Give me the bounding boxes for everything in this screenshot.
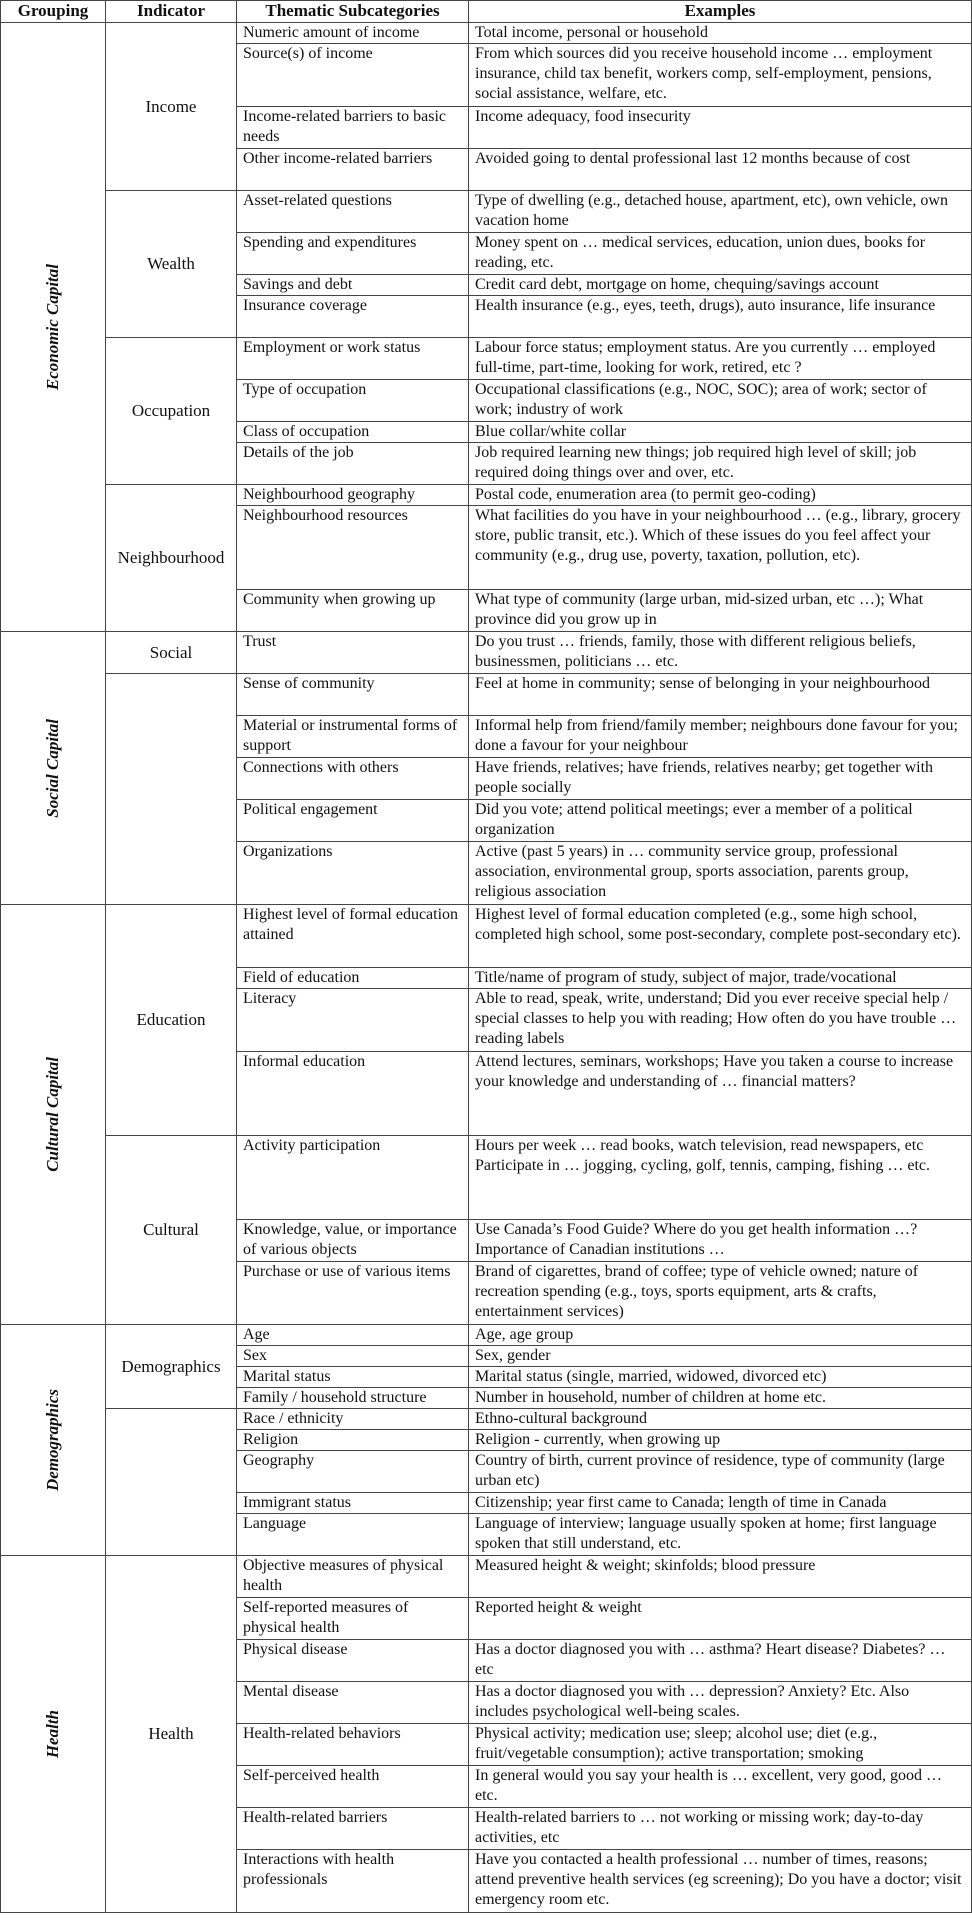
group-demographics: [1, 1325, 106, 1556]
subcategory: Organizations: [237, 842, 469, 905]
subcategory: Self-reported measures of physical health: [237, 1598, 469, 1640]
subcategory: Type of occupation: [237, 380, 469, 422]
table-row: [1, 338, 972, 380]
example: Ethno-cultural background: [469, 1409, 972, 1430]
table-row: [1, 191, 972, 233]
group-label: Demographics: [43, 1389, 62, 1491]
example: Attend lectures, seminars, workshops; Have you taken a course to increase your knowledge and understanding of … financial matters?: [469, 1052, 972, 1136]
example: Language of interview; language usually spoken at home; first language spoken that still understand, etc.: [469, 1514, 972, 1556]
subcategory: Interactions with health professionals: [237, 1850, 469, 1913]
indicator-social-blank: [106, 674, 237, 905]
group-label: Cultural Capital: [43, 1057, 62, 1172]
table-row: [1, 1556, 972, 1598]
indicator-demographics-blank: [106, 1409, 237, 1556]
subcategory: Race / ethnicity: [237, 1409, 469, 1430]
group-label: Health: [43, 1709, 62, 1759]
subcategory: Neighbourhood resources: [237, 506, 469, 590]
example: Title/name of program of study, subject of major, trade/vocational: [469, 968, 972, 989]
subcategory: Source(s) of income: [237, 44, 469, 107]
example: Able to read, speak, write, understand; Did you ever receive special help / special classes to help you with reading; How often do you have trouble … reading labels: [469, 989, 972, 1052]
example: Have friends, relatives; have friends, relatives nearby; get together with people socially: [469, 758, 972, 800]
example: Has a doctor diagnosed you with … depression? Anxiety? Etc. Also includes psychological well-being scales.: [469, 1682, 972, 1724]
example: Did you vote; attend political meetings; ever a member of a political organization: [469, 800, 972, 842]
subcategory: Informal education: [237, 1052, 469, 1136]
indicator-occupation: Occupation: [106, 338, 237, 485]
example: Health-related barriers to … not working or missing work; day-to-day activities, etc: [469, 1808, 972, 1850]
subcategory: Income-related barriers to basic needs: [237, 107, 469, 149]
subcategory: Connections with others: [237, 758, 469, 800]
group-social-capital: [1, 632, 106, 905]
example: Blue collar/white collar: [469, 422, 972, 443]
subcategory: Geography: [237, 1451, 469, 1493]
example: Reported height & weight: [469, 1598, 972, 1640]
indicator-income: Income: [106, 23, 237, 191]
example: Country of birth, current province of residence, type of community (large urban etc): [469, 1451, 972, 1493]
example: Feel at home in community; sense of belonging in your neighbourhood: [469, 674, 972, 716]
example: Income adequacy, food insecurity: [469, 107, 972, 149]
subcategory: Literacy: [237, 989, 469, 1052]
example: Age, age group: [469, 1325, 972, 1346]
subcategory: Objective measures of physical health: [237, 1556, 469, 1598]
subcategory: Material or instrumental forms of support: [237, 716, 469, 758]
subcategory: Class of occupation: [237, 422, 469, 443]
example: Measured height & weight; skinfolds; blood pressure: [469, 1556, 972, 1598]
example: Has a doctor diagnosed you with … asthma? Heart disease? Diabetes? … etc: [469, 1640, 972, 1682]
indicator-demographics: Demographics: [106, 1325, 237, 1409]
example: In general would you say your health is … excellent, very good, good … etc.: [469, 1766, 972, 1808]
header-row: [1, 1, 972, 23]
header-subcategories: Thematic Subcategories: [237, 1, 469, 23]
example: Type of dwelling (e.g., detached house, apartment, etc), own vehicle, own vacation home: [469, 191, 972, 233]
subcategory: Health-related behaviors: [237, 1724, 469, 1766]
subcategory: Immigrant status: [237, 1493, 469, 1514]
group-cultural-capital: [1, 905, 106, 1325]
subcategory: Political engagement: [237, 800, 469, 842]
indicator-cultural: Cultural: [106, 1136, 237, 1325]
example: Marital status (single, married, widowed, divorced etc): [469, 1367, 972, 1388]
example: Labour force status; employment status. Are you currently … employed full-time, part-time, looking for work, retired, etc ?: [469, 338, 972, 380]
subcategory: Health-related barriers: [237, 1808, 469, 1850]
example: Total income, personal or household: [469, 23, 972, 44]
example: What facilities do you have in your neighbourhood … (e.g., library, grocery store, public transit, etc.). Which of these issues do you feel affect your community (e.g., drug use, poverty, taxation, pollution, etc).: [469, 506, 972, 590]
subcategory: Insurance coverage: [237, 296, 469, 338]
table-row: [1, 23, 972, 44]
table-row: [1, 1136, 972, 1220]
example: Citizenship; year first came to Canada; length of time in Canada: [469, 1493, 972, 1514]
subcategory: Mental disease: [237, 1682, 469, 1724]
subcategory: Language: [237, 1514, 469, 1556]
subcategory: Other income-related barriers: [237, 149, 469, 191]
subcategory: Trust: [237, 632, 469, 674]
example: Avoided going to dental professional last 12 months because of cost: [469, 149, 972, 191]
example: Informal help from friend/family member; neighbours done favour for you; done a favour for your neighbour: [469, 716, 972, 758]
example: Health insurance (e.g., eyes, teeth, drugs), auto insurance, life insurance: [469, 296, 972, 338]
example: Sex, gender: [469, 1346, 972, 1367]
header-grouping: Grouping: [1, 1, 106, 23]
example: Active (past 5 years) in … community service group, professional association, environmental group, sports association, parents group, religious association: [469, 842, 972, 905]
example: Religion - currently, when growing up: [469, 1430, 972, 1451]
subcategory: Activity participation: [237, 1136, 469, 1220]
table-row: [1, 674, 972, 716]
table-row: [1, 632, 972, 674]
group-label: Economic Capital: [43, 263, 62, 391]
example: Use Canada’s Food Guide? Where do you get health information …? Importance of Canadian institutions …: [469, 1220, 972, 1262]
header-indicator: Indicator: [106, 1, 237, 23]
indicator-health: Health: [106, 1556, 237, 1913]
subcategory: Savings and debt: [237, 275, 469, 296]
table-row: [1, 485, 972, 506]
example: Occupational classifications (e.g., NOC, SOC); area of work; sector of work; industry of work: [469, 380, 972, 422]
example-line: Hours per week … read books, watch television, read newspapers, etc: [475, 1137, 924, 1154]
example: What type of community (large urban, mid-sized urban, etc …); What province did you grow up in: [469, 590, 972, 632]
table-row: [1, 1409, 972, 1430]
subcategory: Neighbourhood geography: [237, 485, 469, 506]
indicator-wealth: Wealth: [106, 191, 237, 338]
table-row: [1, 905, 972, 968]
example: Number in household, number of children at home etc.: [469, 1388, 972, 1409]
example-line: Participate in … jogging, cycling, golf, tennis, camping, fishing … etc.: [475, 1157, 931, 1174]
subcategory: Marital status: [237, 1367, 469, 1388]
subcategory: Spending and expenditures: [237, 233, 469, 275]
subcategory: Self-perceived health: [237, 1766, 469, 1808]
example: From which sources did you receive household income … employment insurance, child tax benefit, workers comp, self-employment, pensions, social assistance, welfare, etc.: [469, 44, 972, 107]
example: Credit card debt, mortgage on home, chequing/savings account: [469, 275, 972, 296]
example: Have you contacted a health professional … number of times, reasons; attend preventive health services (eg screening); Do you have a doctor; visit emergency room etc.: [469, 1850, 972, 1913]
example: Postal code, enumeration area (to permit geo-coding): [469, 485, 972, 506]
subcategory: Details of the job: [237, 443, 469, 485]
example: Job required learning new things; job required high level of skill; job required doing things over and over, etc.: [469, 443, 972, 485]
subcategory: Age: [237, 1325, 469, 1346]
subcategory: Purchase or use of various items: [237, 1262, 469, 1325]
indicator-social: Social: [106, 632, 237, 674]
example: Brand of cigarettes, brand of coffee; type of vehicle owned; nature of recreation spending (e.g., toys, sports equipment, arts & crafts, entertainment services): [469, 1262, 972, 1325]
subcategory: Asset-related questions: [237, 191, 469, 233]
table-row: [1, 1325, 972, 1346]
subcategory: Family / household structure: [237, 1388, 469, 1409]
example: Money spent on … medical services, education, union dues, books for reading, etc.: [469, 233, 972, 275]
subcategory: Sex: [237, 1346, 469, 1367]
subcategory: Physical disease: [237, 1640, 469, 1682]
subcategory: Field of education: [237, 968, 469, 989]
group-economic-capital: [1, 23, 106, 632]
subcategory: Numeric amount of income: [237, 23, 469, 44]
group-label: Social Capital: [43, 718, 62, 818]
indicator-education: Education: [106, 905, 237, 1136]
subcategory: Knowledge, value, or importance of various objects: [237, 1220, 469, 1262]
header-examples: Examples: [469, 1, 972, 23]
example: [469, 1136, 972, 1220]
example: Highest level of formal education completed (e.g., some high school, completed high school, some post-secondary, complete post-secondary etc).: [469, 905, 972, 968]
subcategory: Employment or work status: [237, 338, 469, 380]
indicator-neighbourhood: Neighbourhood: [106, 485, 237, 632]
subcategory: Community when growing up: [237, 590, 469, 632]
example: Do you trust … friends, family, those with different religious beliefs, businessmen, politicians … etc.: [469, 632, 972, 674]
subcategory: Highest level of formal education attained: [237, 905, 469, 968]
subcategory: Religion: [237, 1430, 469, 1451]
subcategory: Sense of community: [237, 674, 469, 716]
example: Physical activity; medication use; sleep; alcohol use; diet (e.g., fruit/vegetable consumption); active transportation; smoking: [469, 1724, 972, 1766]
group-health: [1, 1556, 106, 1913]
